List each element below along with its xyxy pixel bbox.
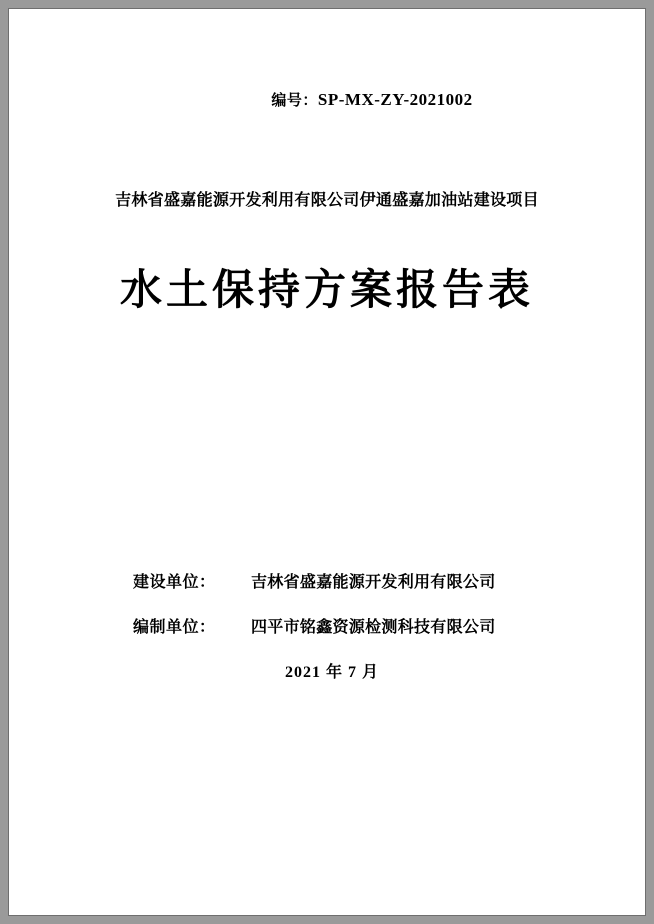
document-page <box>8 8 646 916</box>
preparation-unit-label: 编制单位： <box>133 619 216 636</box>
preparation-unit-row <box>9 614 645 637</box>
document-number-label: 编号： <box>271 91 318 109</box>
document-number-value: SP-MX-ZY-2021002 <box>317 90 473 109</box>
footer-block <box>9 569 645 682</box>
project-title: 吉林省盛嘉能源开发利用有限公司伊通盛嘉加油站建设项目 <box>115 192 539 209</box>
construction-unit-row <box>9 569 645 592</box>
document-number <box>9 89 645 110</box>
preparation-unit-value: 四平市铭鑫资源检测科技有限公司 <box>251 619 496 636</box>
page-title: 水土保持方案报告表 <box>119 265 534 314</box>
construction-unit-label: 建设单位： <box>133 574 216 591</box>
construction-unit-value: 吉林省盛嘉能源开发利用有限公司 <box>251 574 496 591</box>
document-date: 2021 年 7 月 <box>284 664 379 681</box>
